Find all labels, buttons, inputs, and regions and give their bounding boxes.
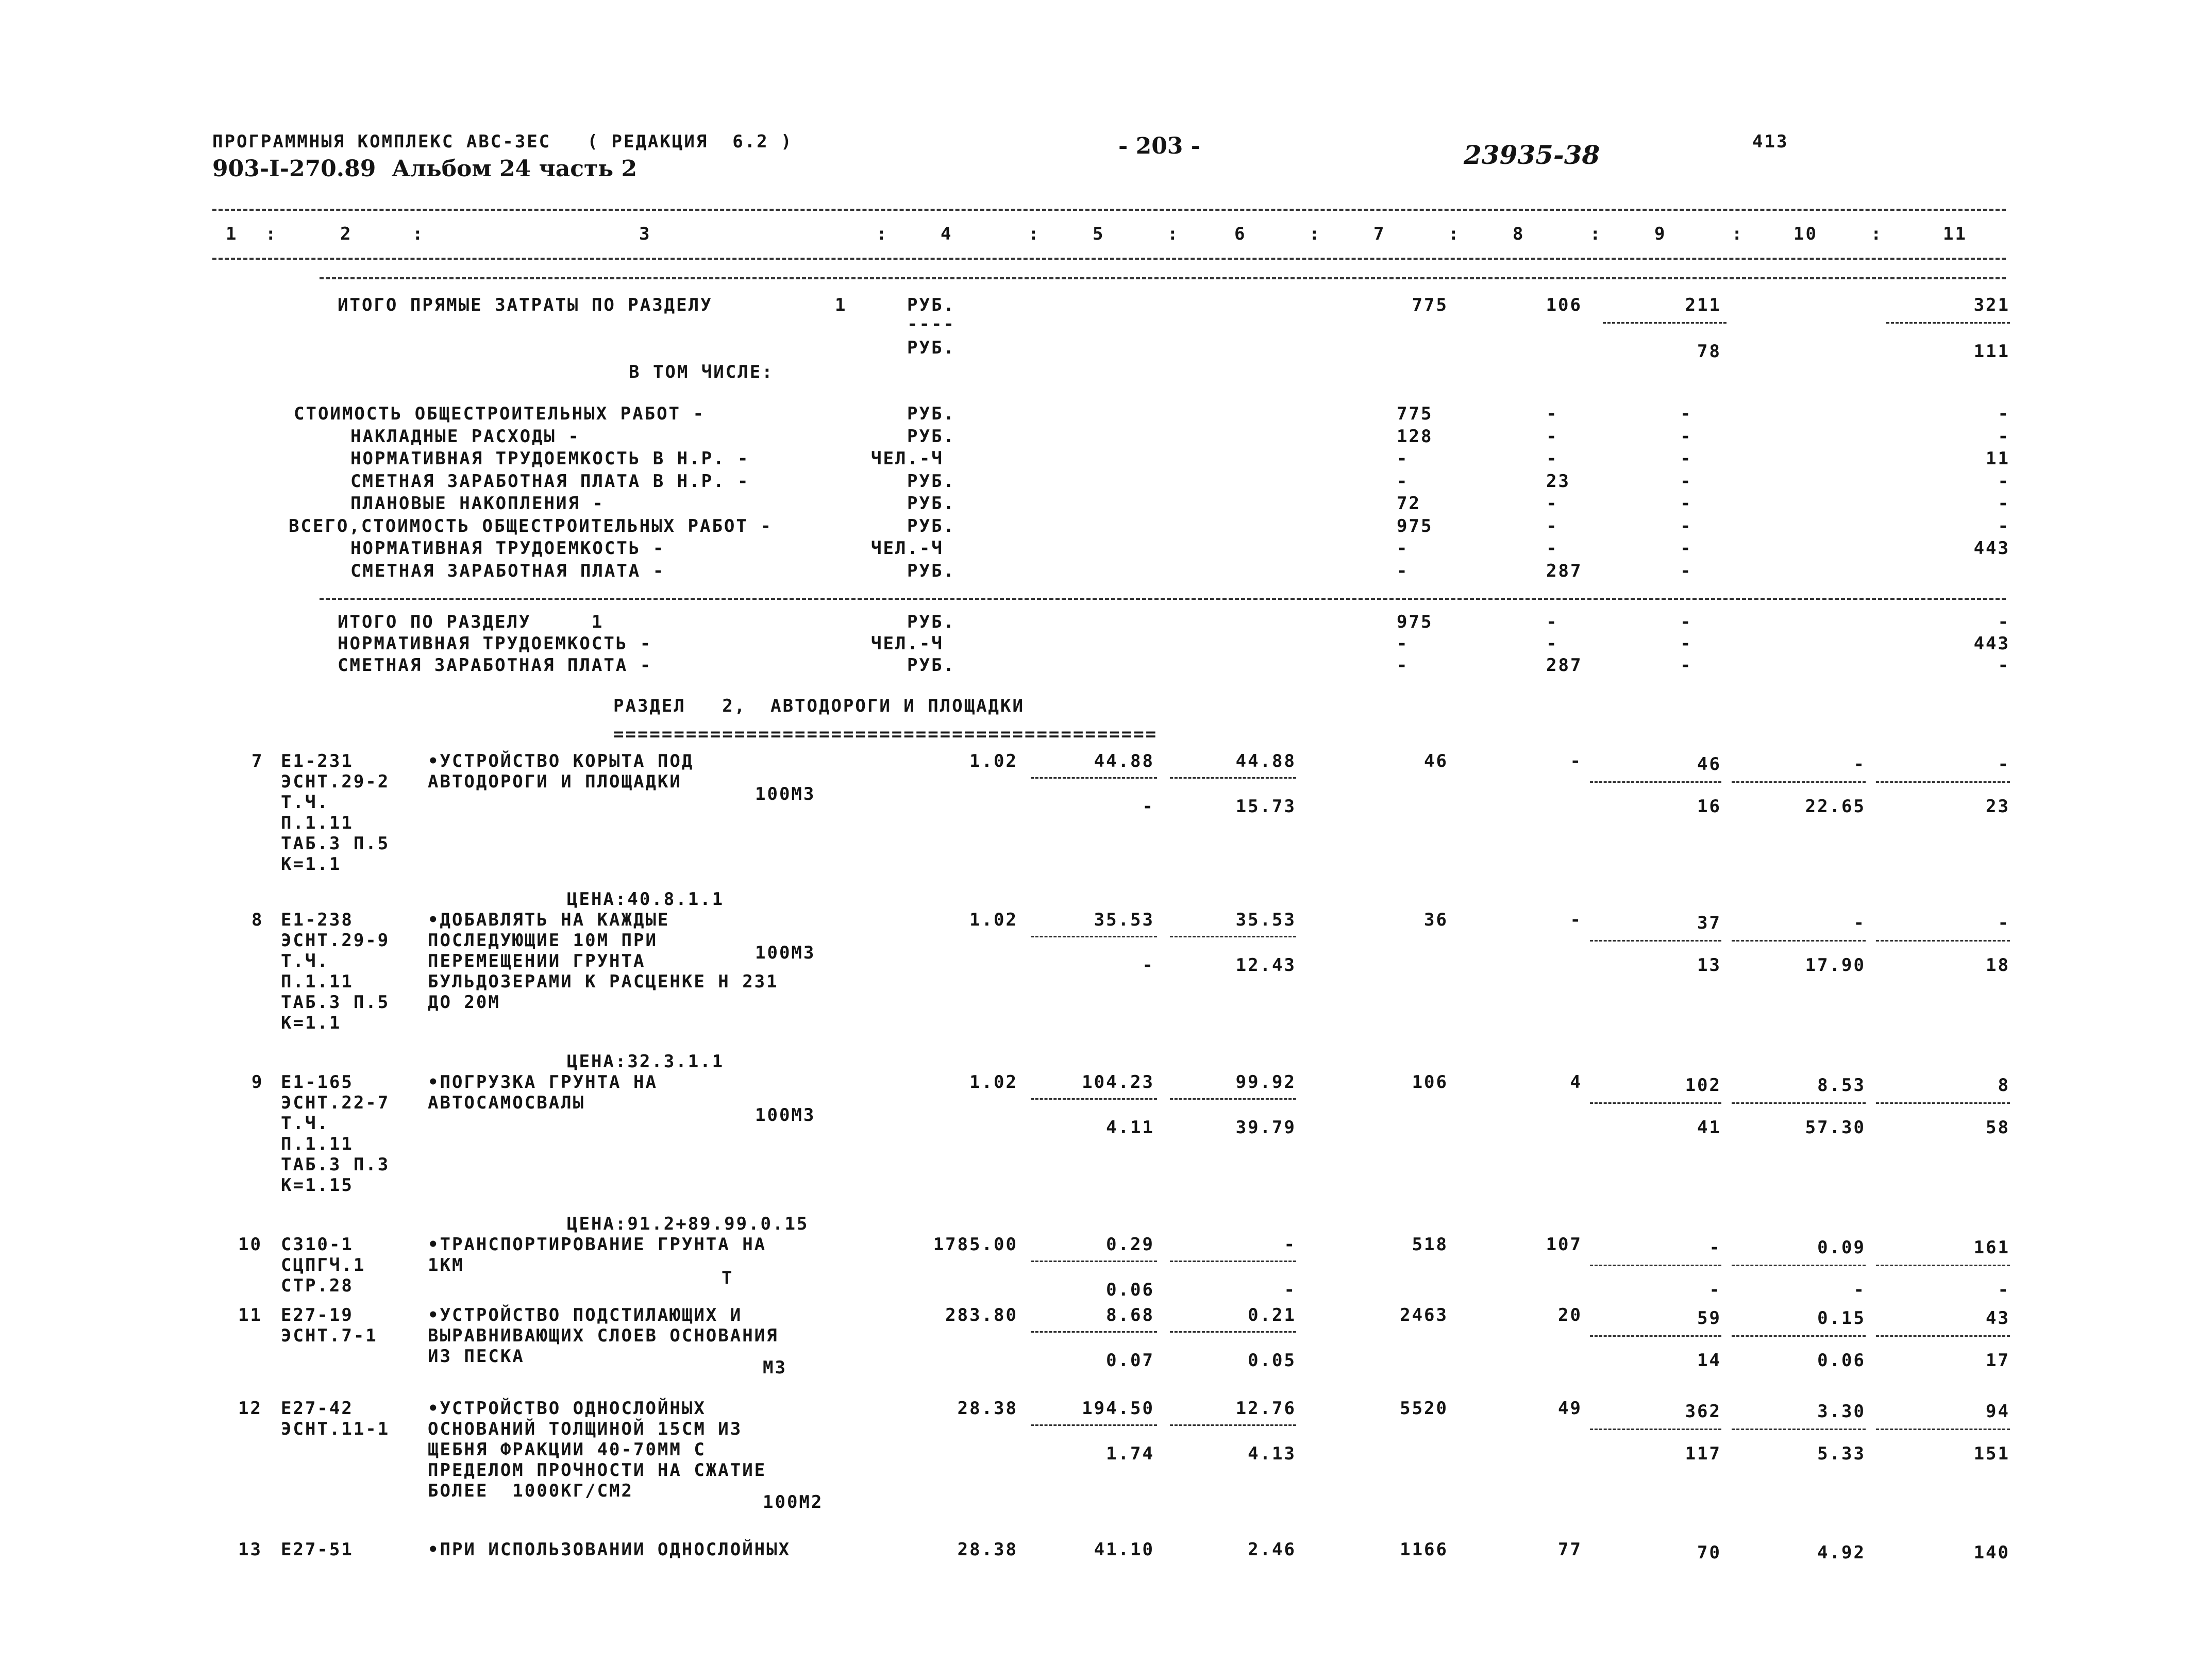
item-code-line: ЭСНТ.7-1 — [281, 1325, 378, 1346]
breakdown-unit: РУБ. — [907, 515, 955, 536]
item-description-line: ЩЕБНЯ ФРАКЦИИ 40-70ММ С — [428, 1439, 706, 1460]
item-description-line: ВЫРАВНИВАЮЩИХ СЛОЕВ ОСНОВАНИЯ — [428, 1325, 779, 1346]
fraction-rule — [1876, 1429, 2010, 1430]
cell-c5: 8.68 — [1106, 1305, 1154, 1325]
cell-c9: 70 — [1697, 1542, 1721, 1563]
breakdown-c9: - — [1680, 538, 1692, 559]
cell-c6: 0.21 — [1248, 1305, 1296, 1325]
cell-c8: 4 — [1570, 1072, 1582, 1093]
cell-c11: - — [1998, 426, 2010, 447]
cell-c8: - — [1570, 751, 1582, 771]
final-label: СМЕТНАЯ ЗАРАБОТНАЯ ПЛАТА - — [338, 655, 652, 676]
cell-c5: 0.06 — [1106, 1280, 1154, 1300]
final-c8: - — [1546, 633, 1558, 654]
column-separator: : — [1028, 224, 1041, 244]
breakdown-unit: РУБ. — [907, 404, 955, 424]
item-description-line: ПРЕДЕЛОМ ПРОЧНОСТИ НА СЖАТИЕ — [428, 1460, 767, 1481]
breakdown-c9: - — [1680, 515, 1692, 536]
breakdown-c7: 975 — [1397, 515, 1433, 536]
cell-c11: - — [1998, 493, 2010, 514]
final-label: ИТОГО ПО РАЗДЕЛУ 1 — [338, 612, 604, 632]
header-rule-top — [212, 209, 2006, 211]
item-code-line: ТАБ.3 П.5 — [281, 833, 390, 854]
cell-c9: 14 — [1697, 1350, 1721, 1371]
item-code-line: Е27-51 — [281, 1539, 354, 1560]
cell-c6: 12.43 — [1235, 955, 1296, 976]
cell-c6: 12.76 — [1235, 1398, 1296, 1419]
fraction-rule — [1876, 781, 2010, 783]
cell-c11: 8 — [1998, 1075, 2010, 1096]
fraction-rule — [1031, 777, 1157, 779]
column-separator: : — [1871, 224, 1883, 244]
cell-c11: 23 — [1986, 796, 2010, 817]
cell-c11: 94 — [1986, 1401, 2010, 1422]
item-unit: М3 — [763, 1357, 787, 1378]
cell-c6: 99.92 — [1235, 1072, 1296, 1093]
breakdown-c7: 72 — [1397, 493, 1421, 514]
cell-c5: - — [1142, 955, 1154, 976]
item-code-line: П.1.11 — [281, 1134, 354, 1154]
column-separator: : — [412, 224, 425, 244]
fraction-rule — [1590, 940, 1721, 942]
direct-costs-label: ИТОГО ПРЯМЫЕ ЗАТРАТЫ ПО РАЗДЕЛУ — [338, 295, 713, 315]
fraction-rule — [1876, 940, 2010, 942]
fraction-rule — [1590, 1265, 1721, 1266]
cell-c11: - — [1998, 754, 2010, 775]
album-title: 903-I-270.89 Альбом 24 часть 2 — [212, 156, 638, 182]
cell-c10: 17.90 — [1805, 955, 1866, 976]
final-c9: - — [1680, 655, 1692, 676]
cell-c7: 36 — [1424, 910, 1448, 930]
item-description-line: •ПОГРУЗКА ГРУНТА НА — [428, 1072, 658, 1093]
cell-c7: 106 — [1412, 1072, 1448, 1093]
item-code-line: Е1-238 — [281, 910, 354, 930]
breakdown-c8: - — [1546, 493, 1558, 514]
cell-c10: 57.30 — [1805, 1117, 1866, 1138]
breakdown-c8: 287 — [1546, 560, 1583, 581]
final-c8: - — [1546, 612, 1558, 632]
fraction-rule — [1603, 322, 1726, 324]
breakdown-unit: ЧЕЛ.-Ч — [871, 448, 944, 469]
cell-c9: 362 — [1685, 1401, 1721, 1422]
breakdown-c8: 23 — [1546, 471, 1570, 492]
cell-c10: 0.09 — [1817, 1237, 1866, 1258]
cell-c9: 13 — [1697, 955, 1721, 976]
column-header-9: 9 — [1654, 224, 1667, 244]
column-header-6: 6 — [1234, 224, 1247, 244]
item-unit: 100М3 — [755, 784, 816, 804]
column-header-4: 4 — [941, 224, 953, 244]
breakdown-c7: 775 — [1397, 404, 1433, 424]
cell-c8: - — [1570, 910, 1582, 930]
breakdown-c9: - — [1680, 426, 1692, 447]
cell-c7: 1166 — [1400, 1539, 1448, 1560]
breakdown-c8: - — [1546, 404, 1558, 424]
item-code-line: ЭСНТ.29-9 — [281, 930, 390, 951]
cell-c11: - — [1998, 913, 2010, 933]
cell-c4: 28.38 — [957, 1539, 1018, 1560]
breakdown-unit: РУБ. — [907, 560, 955, 581]
cell-c8: 107 — [1546, 1234, 1582, 1255]
program-title: ПРОГРАММНЫЯ КОМПЛЕКС АВС-3ЕС ( РЕДАКЦИЯ 6.2 ) — [212, 131, 793, 152]
cell-c10: 5.33 — [1817, 1443, 1866, 1464]
fraction-rule — [1876, 1102, 2010, 1104]
item-code-line: Е1-165 — [281, 1072, 354, 1093]
fraction-rule — [1170, 1331, 1296, 1333]
item-code-line: Е27-19 — [281, 1305, 354, 1325]
total-c7: 775 — [1412, 295, 1448, 315]
fraction-rule — [1590, 781, 1721, 783]
cell-c11: - — [1998, 1280, 2010, 1300]
cell-c5: 0.07 — [1106, 1350, 1154, 1371]
column-separator: : — [1167, 224, 1180, 244]
final-c8: 287 — [1546, 655, 1583, 676]
cell-c4: 1.02 — [969, 1072, 1018, 1093]
item-code-line: СЦПГЧ.1 — [281, 1255, 366, 1275]
total-c8: 106 — [1546, 295, 1582, 315]
cell-c11: 18 — [1986, 955, 2010, 976]
cell-c11: - — [1998, 515, 2010, 536]
item-description-line: АВТОСАМОСВАЛЫ — [428, 1093, 585, 1113]
final-c9: - — [1680, 633, 1692, 654]
column-header-2: 2 — [340, 224, 353, 244]
item-description-line: •ДОБАВЛЯТЬ НА КАЖДЫЕ — [428, 910, 670, 930]
fraction-rule — [1876, 1335, 2010, 1337]
cell-c11: - — [1998, 655, 2010, 676]
cell-c11: 17 — [1986, 1350, 2010, 1371]
column-header-11: 11 — [1943, 224, 1967, 244]
cell-c5: 194.50 — [1082, 1398, 1154, 1419]
final-unit: РУБ. — [907, 612, 955, 632]
fraction-rule — [1170, 936, 1296, 937]
cell-c5: 4.11 — [1106, 1117, 1154, 1138]
document-number: 23935-38 — [1464, 140, 1600, 170]
breakdown-c8: - — [1546, 538, 1558, 559]
total-c9a: 211 — [1685, 295, 1721, 315]
cell-c10: - — [1853, 754, 1866, 775]
item-description-line: ИЗ ПЕСКА — [428, 1346, 525, 1367]
item-code-line: П.1.11 — [281, 971, 354, 992]
cell-c6: 39.79 — [1235, 1117, 1296, 1138]
cell-c5: 41.10 — [1094, 1539, 1154, 1560]
unit: РУБ. — [907, 295, 955, 315]
final-unit: ЧЕЛ.-Ч — [871, 633, 944, 654]
item-code-line: Е27-42 — [281, 1398, 354, 1419]
item-description-line: БОЛЕЕ 1000КГ/СМ2 — [428, 1481, 633, 1501]
cell-c11: - — [1998, 404, 2010, 424]
column-separator: : — [1590, 224, 1602, 244]
section2-title: РАЗДЕЛ 2, АВТОДОРОГИ И ПЛОЩАДКИ — [613, 696, 1025, 716]
cell-c10: 22.65 — [1805, 796, 1866, 817]
cell-c10: 0.15 — [1817, 1308, 1866, 1329]
item-code-line: Е1-231 — [281, 751, 354, 771]
cell-c10: - — [1853, 1280, 1866, 1300]
cell-c11: 140 — [1973, 1542, 2010, 1563]
section-number: 1 — [835, 295, 847, 315]
section2-underline: ============================================= — [613, 724, 1158, 745]
cell-c4: 1.02 — [969, 751, 1018, 771]
breakdown-c8: - — [1546, 515, 1558, 536]
item-number: 9 — [252, 1072, 264, 1093]
cell-c5: 35.53 — [1094, 910, 1154, 930]
cell-c11: 58 — [1986, 1117, 2010, 1138]
cell-c11: 11 — [1986, 448, 2010, 469]
cell-c5: - — [1142, 796, 1154, 817]
breakdown-label: НОРМАТИВНАЯ ТРУДОЕМКОСТЬ В Н.Р. - — [350, 448, 750, 469]
item-code-line: ТАБ.3 П.3 — [281, 1154, 390, 1175]
breakdown-label: ПЛАНОВЫЕ НАКОПЛЕНИЯ - — [350, 493, 605, 514]
unit: РУБ. — [907, 338, 955, 358]
final-unit: РУБ. — [907, 655, 955, 676]
fraction-rule — [1732, 1335, 1866, 1337]
cell-c11: 443 — [1973, 633, 2010, 654]
unit-rule: ---- — [907, 314, 955, 334]
breakdown-c9: - — [1680, 404, 1692, 424]
cell-c11: 151 — [1973, 1443, 2010, 1464]
item-code-line: ТАБ.3 П.5 — [281, 992, 390, 1013]
cell-c11: - — [1998, 612, 2010, 632]
breakdown-c7: - — [1397, 560, 1409, 581]
breakdown-c9: - — [1680, 448, 1692, 469]
cell-c9: 46 — [1697, 754, 1721, 775]
total-c11b: 111 — [1973, 341, 2010, 362]
final-c7: 975 — [1397, 612, 1433, 632]
breakdown-unit: РУБ. — [907, 426, 955, 447]
column-separator: : — [1448, 224, 1461, 244]
breakdown-unit: ЧЕЛ.-Ч — [871, 538, 944, 559]
cell-c6: 44.88 — [1235, 751, 1296, 771]
cell-c9: 37 — [1697, 913, 1721, 933]
fraction-rule — [1590, 1335, 1721, 1337]
fraction-rule — [1732, 1265, 1866, 1266]
cell-c10: 8.53 — [1817, 1075, 1866, 1096]
breakdown-rule — [320, 598, 2006, 600]
item-unit: Т — [722, 1268, 734, 1288]
column-header-5: 5 — [1093, 224, 1105, 244]
item-code-line: С310-1 — [281, 1234, 354, 1255]
item-unit: 100М2 — [763, 1492, 824, 1513]
cell-c9: 59 — [1697, 1308, 1721, 1329]
fraction-rule — [1170, 777, 1296, 779]
item-number: 7 — [252, 751, 264, 771]
cell-c7: 5520 — [1400, 1398, 1448, 1419]
item-number: 10 — [238, 1234, 262, 1255]
breakdown-c7: 128 — [1397, 426, 1433, 447]
breakdown-unit: РУБ. — [907, 493, 955, 514]
item-code-line: К=1.15 — [281, 1175, 354, 1196]
fraction-rule — [1170, 1424, 1296, 1426]
breakdown-label: СМЕТНАЯ ЗАРАБОТНАЯ ПЛАТА В Н.Р. - — [350, 471, 750, 492]
cell-c4: 283.80 — [945, 1305, 1018, 1325]
column-separator: : — [265, 224, 278, 244]
breakdown-c8: - — [1546, 448, 1558, 469]
item-description-line: 1КМ — [428, 1255, 464, 1275]
item-description-line: •УСТРОЙСТВО ОДНОСЛОЙНЫХ — [428, 1398, 706, 1419]
column-header-8: 8 — [1513, 224, 1525, 244]
cell-c9: 41 — [1697, 1117, 1721, 1138]
column-separator: : — [1309, 224, 1321, 244]
cell-c6: 0.05 — [1248, 1350, 1296, 1371]
final-c9: - — [1680, 612, 1692, 632]
fraction-rule — [1590, 1429, 1721, 1430]
item-number: 11 — [238, 1305, 262, 1325]
column-header-1: 1 — [226, 224, 238, 244]
cell-c9: 117 — [1685, 1443, 1721, 1464]
item-price-note: ЦЕНА:91.2+89.99.0.15 — [567, 1214, 809, 1234]
item-description-line: •ТРАНСПОРТИРОВАНИЕ ГРУНТА НА — [428, 1234, 767, 1255]
cell-c5: 0.29 — [1106, 1234, 1154, 1255]
breakdown-label: СТОИМОСТЬ ОБЩЕСТРОИТЕЛЬНЫХ РАБОТ - — [294, 404, 705, 424]
item-description-line: БУЛЬДОЗЕРАМИ К РАСЦЕНКЕ Н 231 — [428, 971, 779, 992]
item-code-line: П.1.11 — [281, 813, 354, 833]
breakdown-c7: - — [1397, 538, 1409, 559]
item-number: 8 — [252, 910, 264, 930]
item-description-line: АВТОДОРОГИ И ПЛОЩАДКИ — [428, 771, 682, 792]
fraction-rule — [1170, 1098, 1296, 1100]
cell-c4: 28.38 — [957, 1398, 1018, 1419]
fraction-rule — [1031, 936, 1157, 937]
item-number: 13 — [238, 1539, 262, 1560]
column-header-10: 10 — [1793, 224, 1818, 244]
item-description-line: ДО 20М — [428, 992, 500, 1013]
cell-c5: 104.23 — [1082, 1072, 1154, 1093]
cell-c11: - — [1998, 471, 2010, 492]
cell-c6: 15.73 — [1235, 796, 1296, 817]
breakdown-unit: РУБ. — [907, 471, 955, 492]
cell-c11: 43 — [1986, 1308, 2010, 1329]
cell-c10: - — [1853, 913, 1866, 933]
item-code-line: К=1.1 — [281, 1013, 342, 1033]
fraction-rule — [1170, 1261, 1296, 1262]
fraction-rule — [1031, 1098, 1157, 1100]
column-header-3: 3 — [639, 224, 651, 244]
breakdown-label: НОРМАТИВНАЯ ТРУДОЕМКОСТЬ - — [350, 538, 665, 559]
total-c11a: 321 — [1973, 295, 2010, 315]
cell-c8: 20 — [1558, 1305, 1582, 1325]
fraction-rule — [1876, 1265, 2010, 1266]
fraction-rule — [1732, 940, 1866, 942]
cell-c7: 46 — [1424, 751, 1448, 771]
total-c9b: 78 — [1697, 341, 1721, 362]
breakdown-c8: - — [1546, 426, 1558, 447]
item-description-line: ПОСЛЕДУЮЩИЕ 10М ПРИ — [428, 930, 658, 951]
item-code-line: К=1.1 — [281, 854, 342, 875]
cell-c11: 443 — [1973, 538, 2010, 559]
fraction-rule — [1031, 1424, 1157, 1426]
cell-c5: 44.88 — [1094, 751, 1154, 771]
fraction-rule — [1732, 1102, 1866, 1104]
final-c7: - — [1397, 655, 1409, 676]
fraction-rule — [1590, 1102, 1721, 1104]
item-code-line: Т.Ч. — [281, 951, 329, 971]
breakdown-label: СМЕТНАЯ ЗАРАБОТНАЯ ПЛАТА - — [350, 560, 665, 581]
cell-c9: 16 — [1697, 796, 1721, 817]
cell-c8: 49 — [1558, 1398, 1582, 1419]
item-unit: 100М3 — [755, 943, 816, 963]
cell-c7: 518 — [1412, 1234, 1448, 1255]
item-code-line: ЭСНТ.22-7 — [281, 1093, 390, 1113]
cell-c5: 1.74 — [1106, 1443, 1154, 1464]
breakdown-c9: - — [1680, 560, 1692, 581]
item-code-line: ЭСНТ.11-1 — [281, 1419, 390, 1439]
breakdown-c9: - — [1680, 493, 1692, 514]
cell-c9: - — [1709, 1280, 1721, 1300]
cell-c11: 161 — [1973, 1237, 2010, 1258]
item-code-line: Т.Ч. — [281, 1113, 329, 1134]
fraction-rule — [1031, 1331, 1157, 1333]
item-code-line: СТР.28 — [281, 1275, 354, 1296]
item-number: 12 — [238, 1398, 262, 1419]
header-rule-bottom — [212, 258, 2006, 260]
cell-c8: 77 — [1558, 1539, 1582, 1560]
column-separator: : — [876, 224, 889, 244]
item-description-line: •ПРИ ИСПОЛЬЗОВАНИИ ОДНОСЛОЙНЫХ — [428, 1539, 791, 1560]
page-number: - 203 - — [1118, 133, 1201, 159]
cell-c6: 2.46 — [1248, 1539, 1296, 1560]
cell-c10: 3.30 — [1817, 1401, 1866, 1422]
item-code-line: ЭСНТ.29-2 — [281, 771, 390, 792]
cell-c4: 1.02 — [969, 910, 1018, 930]
item-description-line: ПЕРЕМЕЩЕНИИ ГРУНТА — [428, 951, 646, 971]
item-price-note: ЦЕНА:32.3.1.1 — [567, 1051, 725, 1072]
page-code: 413 — [1752, 131, 1789, 152]
column-header-7: 7 — [1373, 224, 1386, 244]
fraction-rule — [1031, 1261, 1157, 1262]
item-description-line: ОСНОВАНИЙ ТОЛЩИНОЙ 15СМ ИЗ — [428, 1419, 743, 1439]
cell-c9: - — [1709, 1237, 1721, 1258]
cell-c9: 102 — [1685, 1075, 1721, 1096]
breakdown-c7: - — [1397, 448, 1409, 469]
breakdown-label: ВСЕГО,СТОИМОСТЬ ОБЩЕСТРОИТЕЛЬНЫХ РАБОТ - — [289, 515, 773, 536]
final-label: НОРМАТИВНАЯ ТРУДОЕМКОСТЬ - — [338, 633, 652, 654]
item-price-note: ЦЕНА:40.8.1.1 — [567, 889, 725, 910]
item-unit: 100М3 — [755, 1105, 816, 1125]
including-heading: В ТОМ ЧИСЛЕ: — [629, 362, 774, 382]
cell-c10: 4.92 — [1817, 1542, 1866, 1563]
cell-c4: 1785.00 — [933, 1234, 1018, 1255]
section-rule — [320, 277, 2006, 279]
cell-c6: 35.53 — [1235, 910, 1296, 930]
breakdown-label: НАКЛАДНЫЕ РАСХОДЫ - — [350, 426, 580, 447]
item-description-line: •УСТРОЙСТВО КОРЫТА ПОД — [428, 751, 694, 771]
cell-c6: 4.13 — [1248, 1443, 1296, 1464]
cell-c7: 2463 — [1400, 1305, 1448, 1325]
cell-c10: 0.06 — [1817, 1350, 1866, 1371]
column-separator: : — [1732, 224, 1744, 244]
fraction-rule — [1732, 781, 1866, 783]
fraction-rule — [1732, 1429, 1866, 1430]
item-code-line: Т.Ч. — [281, 792, 329, 813]
cell-c6: - — [1284, 1234, 1296, 1255]
breakdown-c9: - — [1680, 471, 1692, 492]
fraction-rule — [1886, 322, 2010, 324]
cell-c6: - — [1284, 1280, 1296, 1300]
final-c7: - — [1397, 633, 1409, 654]
item-description-line: •УСТРОЙСТВО ПОДСТИЛАЮЩИХ И — [428, 1305, 743, 1325]
breakdown-c7: - — [1397, 471, 1409, 492]
